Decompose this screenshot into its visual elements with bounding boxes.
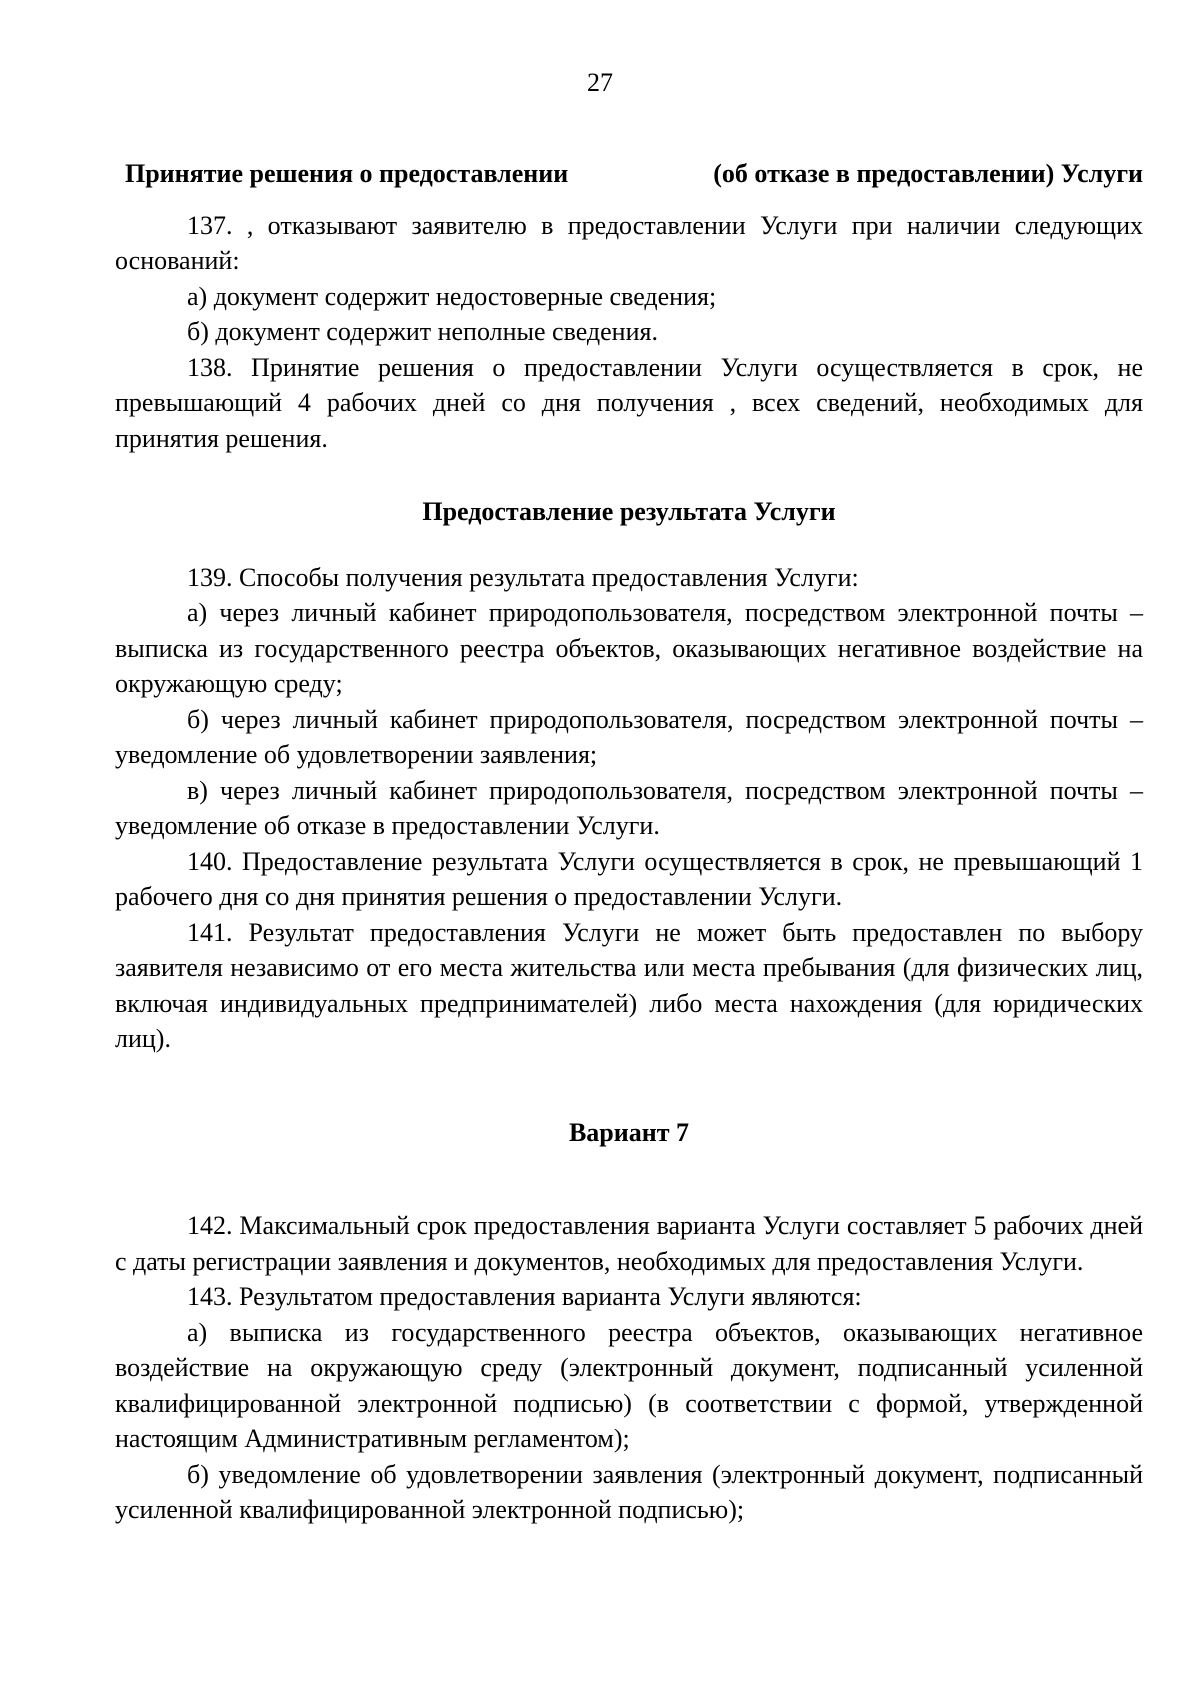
paragraph-137a: а) документ содержит недостоверные сведения; <box>187 281 717 311</box>
paragraph-143b: б) уведомление об удовлетворении заявления (электронный документ, подписанный усиленной квалифицированной электронной подписью); <box>115 1459 1143 1524</box>
paragraph-138: 138. Принятие решения о предоставлении Услуги осуществляется в срок, не превышающий 4 рабочих дней со дня получения , всех сведений, необходимых для принятия решения. <box>115 352 1143 453</box>
document-body <box>115 156 1143 1528</box>
heading-right: (об отказе в предоставлении) Услуги <box>713 159 1143 188</box>
section-heading-decision <box>115 156 1143 192</box>
paragraph-137b: б) документ содержит неполные сведения. <box>187 317 658 346</box>
paragraph-139a: а) через личный кабинет природопользователя, посредством электронной почты – выписка из государственного реестра объектов, оказывающих негативное воздействие на окружающую среду; <box>115 598 1143 698</box>
paragraph-140: 140. Предоставление результата Услуги осуществляется в срок, не превышающий 1 рабочего дня со дня принятия решения о предоставлении Услуги. <box>115 846 1143 911</box>
paragraph-139b: б) через личный кабинет природопользователя, посредством электронной почты – уведомление об удовлетворении заявления; <box>115 704 1143 769</box>
paragraph-142: 142. Максимальный срок предоставления варианта Услуги составляет 5 рабочих дней с даты регистрации заявления и документов, необходимых для предоставления Услуги. <box>115 1211 1143 1276</box>
paragraph-137: 137. , отказывают заявителю в предоставлении Услуги при наличии следующих оснований: <box>115 210 1143 275</box>
paragraph-143: 143. Результатом предоставления варианта Услуги являются: <box>187 1282 862 1311</box>
page-number: 27 <box>587 68 613 97</box>
section-heading-result: Предоставление результата Услуги <box>422 497 836 526</box>
paragraph-139: 139. Способы получения результата предоставления Услуги: <box>187 562 859 592</box>
paragraph-139c: в) через личный кабинет природопользователя, посредством электронной почты – уведомление об отказе в предоставлении Услуги. <box>115 775 1143 840</box>
paragraph-143a: а) выписка из государственного реестра объектов, оказывающих негативное воздействие на окружающую среду (электронный документ, подписанный усиленной квалифицированной электронной подписью) (в соответствии с формой, утвержденной настоящим Административным регламентом); <box>115 1317 1143 1453</box>
paragraph-141: 141. Результат предоставления Услуги не может быть предоставлен по выбору заявителя независимо от его места жительства или места пребывания (для физических лиц, включая индивидуальных предпринимателей) либо места нахождения (для юридических лиц). <box>115 917 1143 1053</box>
section-heading-variant-7: Вариант 7 <box>568 1117 690 1147</box>
heading-left: Принятие решения о предоставлении <box>125 159 569 188</box>
